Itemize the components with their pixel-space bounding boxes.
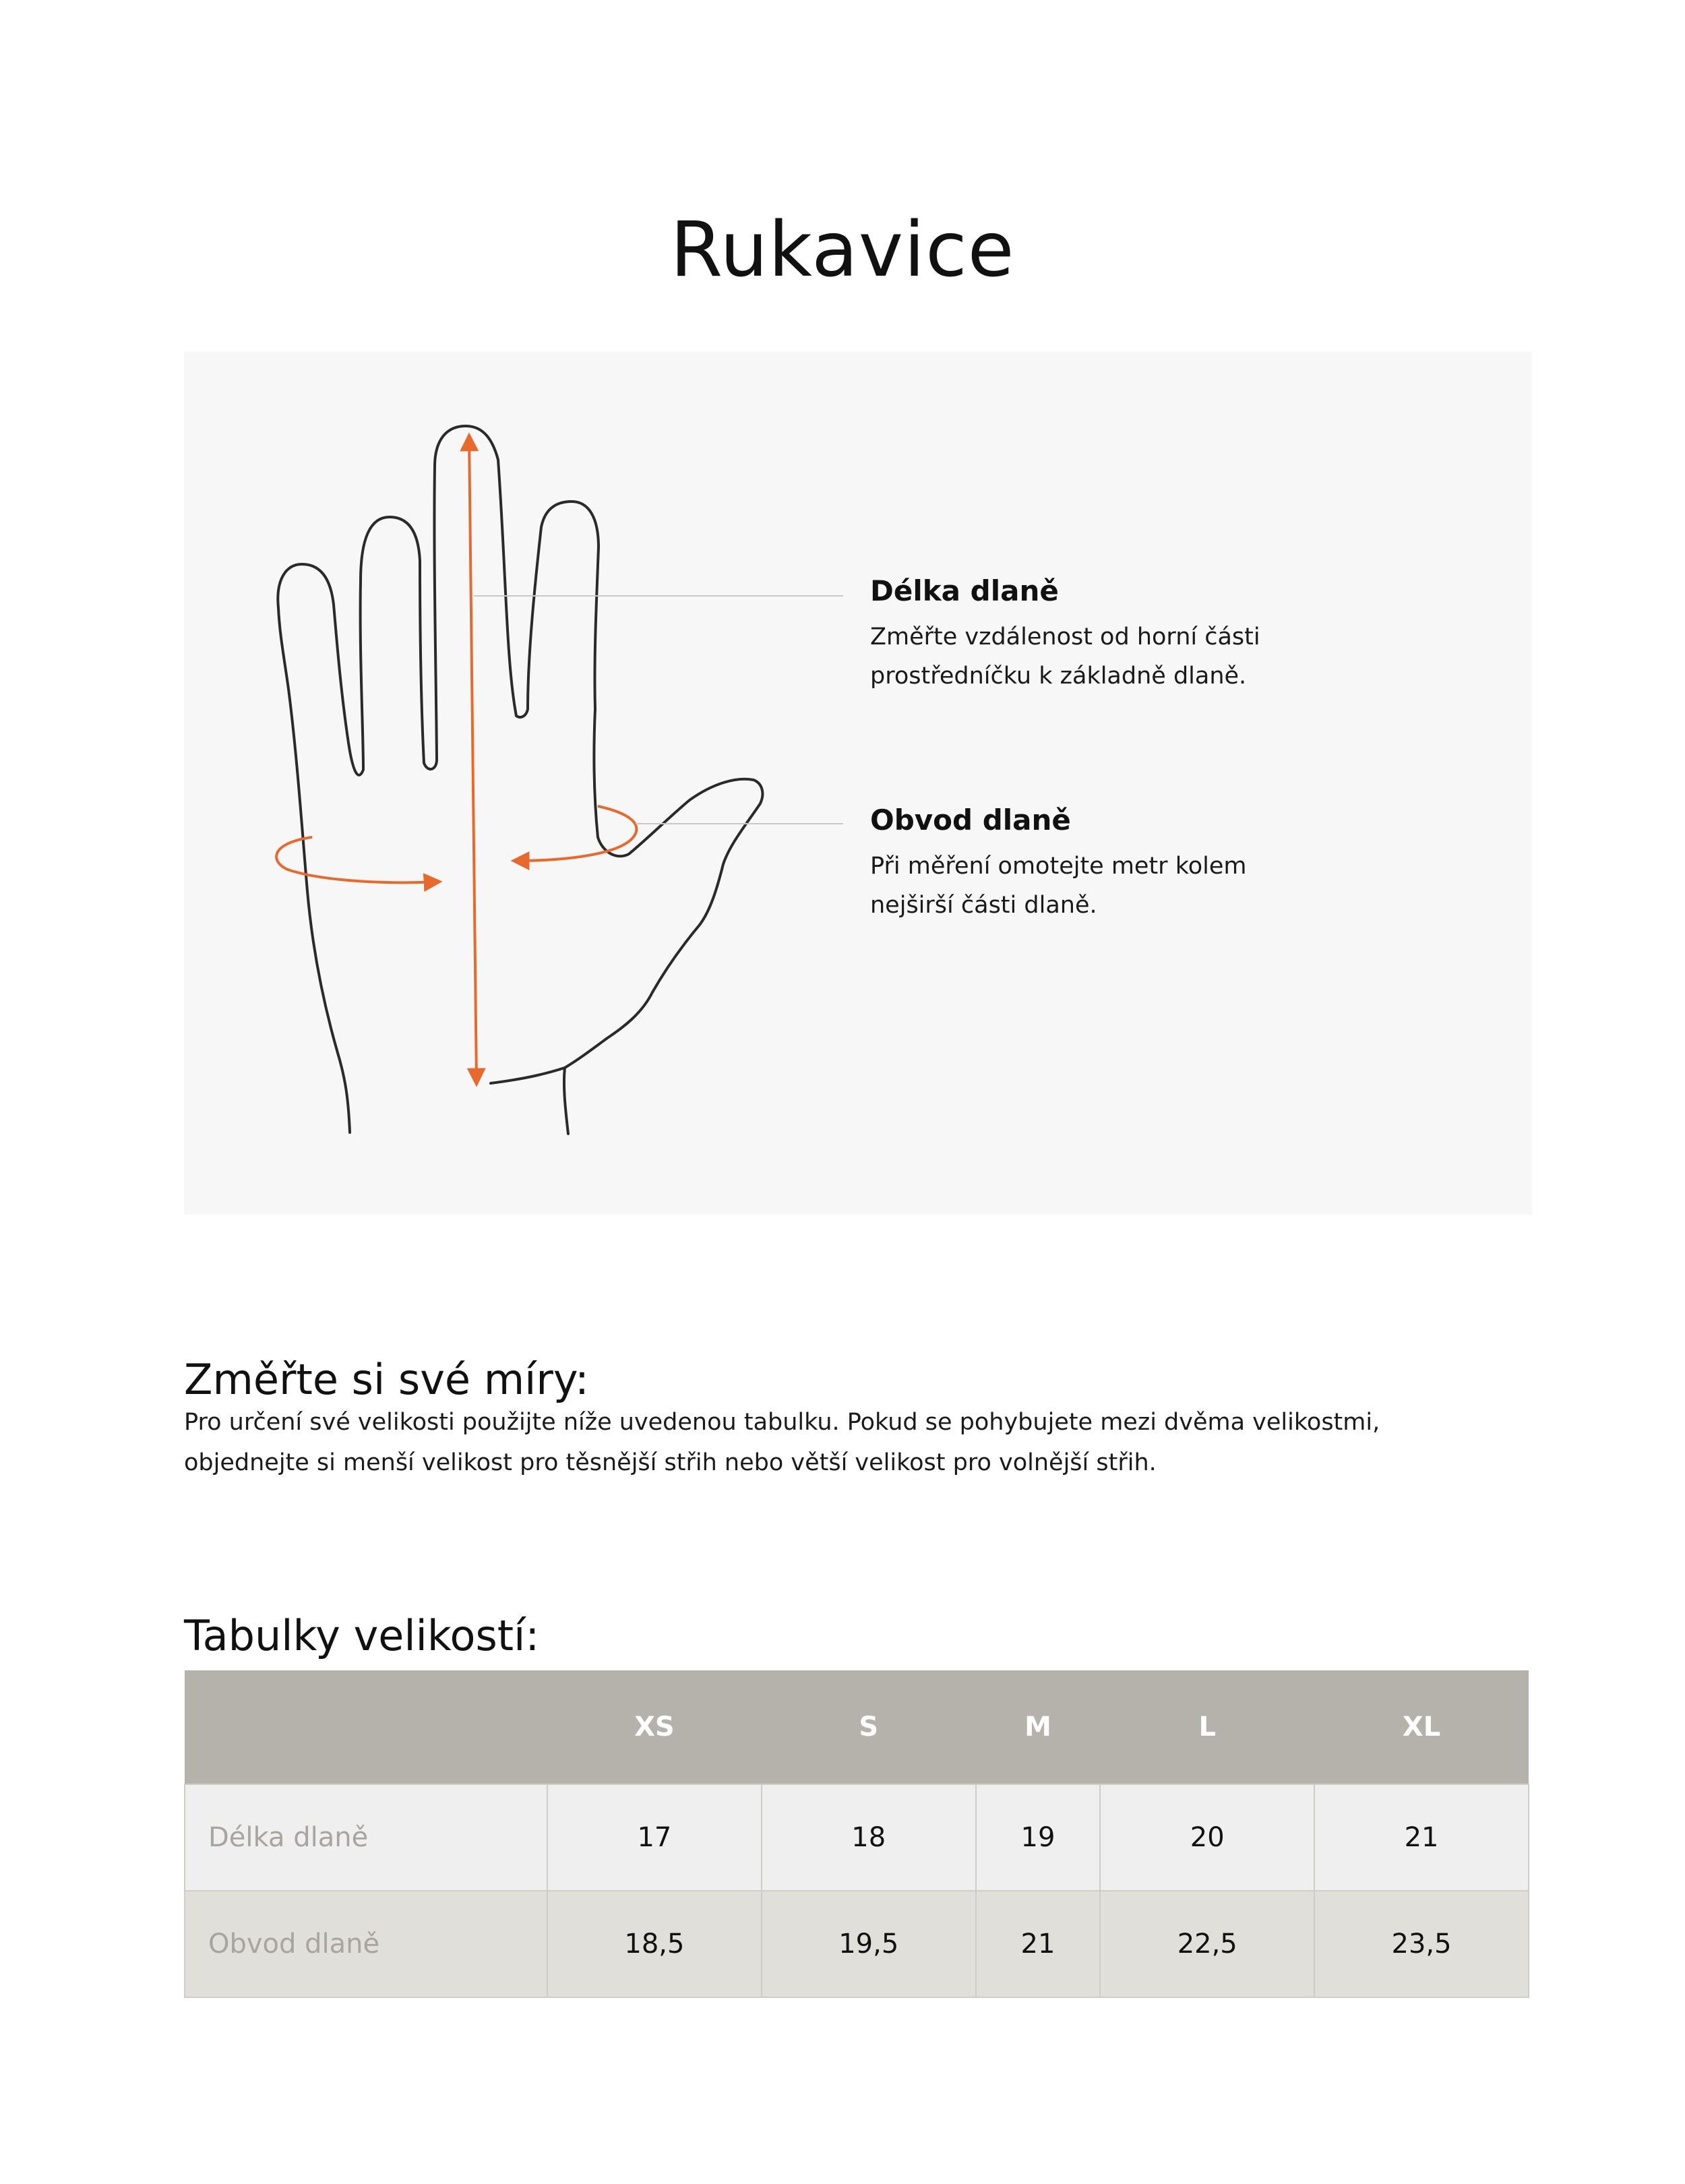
table-cell: 19: [976, 1784, 1101, 1891]
size-table-heading: Tabulky velikostí:: [184, 1611, 540, 1661]
callout-palm-length: [870, 574, 1342, 696]
girth-arrow-left: [276, 837, 439, 882]
callout-text-line: Při měření omotejte metr kolem: [870, 853, 1247, 880]
header-size-xl: XL: [1314, 1670, 1529, 1784]
table-row: [185, 1891, 1529, 1997]
girth-arrow-right: [514, 806, 636, 861]
callout-text-line: prostředníčku k základně dlaně.: [870, 663, 1247, 690]
callout-heading: Délka dlaně: [870, 574, 1059, 607]
table-cell: 20: [1100, 1784, 1314, 1891]
callout-palm-girth: [870, 803, 1342, 925]
table-cell: 18: [762, 1784, 976, 1891]
hand-outline: [278, 426, 762, 1134]
table-cell: 17: [547, 1784, 762, 1891]
size-table-header-row: [185, 1670, 1529, 1784]
callout-heading: Obvod dlaně: [870, 803, 1071, 837]
hand-illustration: [184, 352, 1532, 1215]
measure-instructions: [184, 1402, 1505, 1483]
table-cell: 23,5: [1314, 1891, 1529, 1997]
measure-heading: Změřte si své míry:: [184, 1355, 589, 1405]
table-cell: 21: [1314, 1784, 1529, 1891]
header-size-m: M: [976, 1670, 1101, 1784]
header-size-l: L: [1100, 1670, 1314, 1784]
size-table: [184, 1670, 1529, 1998]
table-cell: 22,5: [1100, 1891, 1314, 1997]
table-cell: 18,5: [547, 1891, 762, 1997]
table-cell: 21: [976, 1891, 1101, 1997]
header-size-s: S: [762, 1670, 976, 1784]
page-title: Rukavice: [670, 206, 1015, 295]
instruction-line: Pro určení své velikosti použijte níže uvedenou tabulku. Pokud se pohybujete mezi dvěma velikostmi,: [184, 1409, 1380, 1436]
callout-text-line: nejširší části dlaně.: [870, 892, 1097, 919]
instruction-line: objednejte si menší velikost pro těsnější střih nebo větší velikost pro volnější střih.: [184, 1449, 1157, 1476]
hand-measurement-figure: [184, 352, 1532, 1215]
length-arrow: [469, 436, 477, 1083]
header-empty-cell: [185, 1670, 547, 1784]
row-label: Délka dlaně: [185, 1784, 547, 1891]
header-size-xs: XS: [547, 1670, 762, 1784]
callout-text-line: Změřte vzdálenost od horní části: [870, 624, 1260, 651]
table-row: [185, 1784, 1529, 1891]
row-label: Obvod dlaně: [185, 1891, 547, 1997]
table-cell: 19,5: [762, 1891, 976, 1997]
